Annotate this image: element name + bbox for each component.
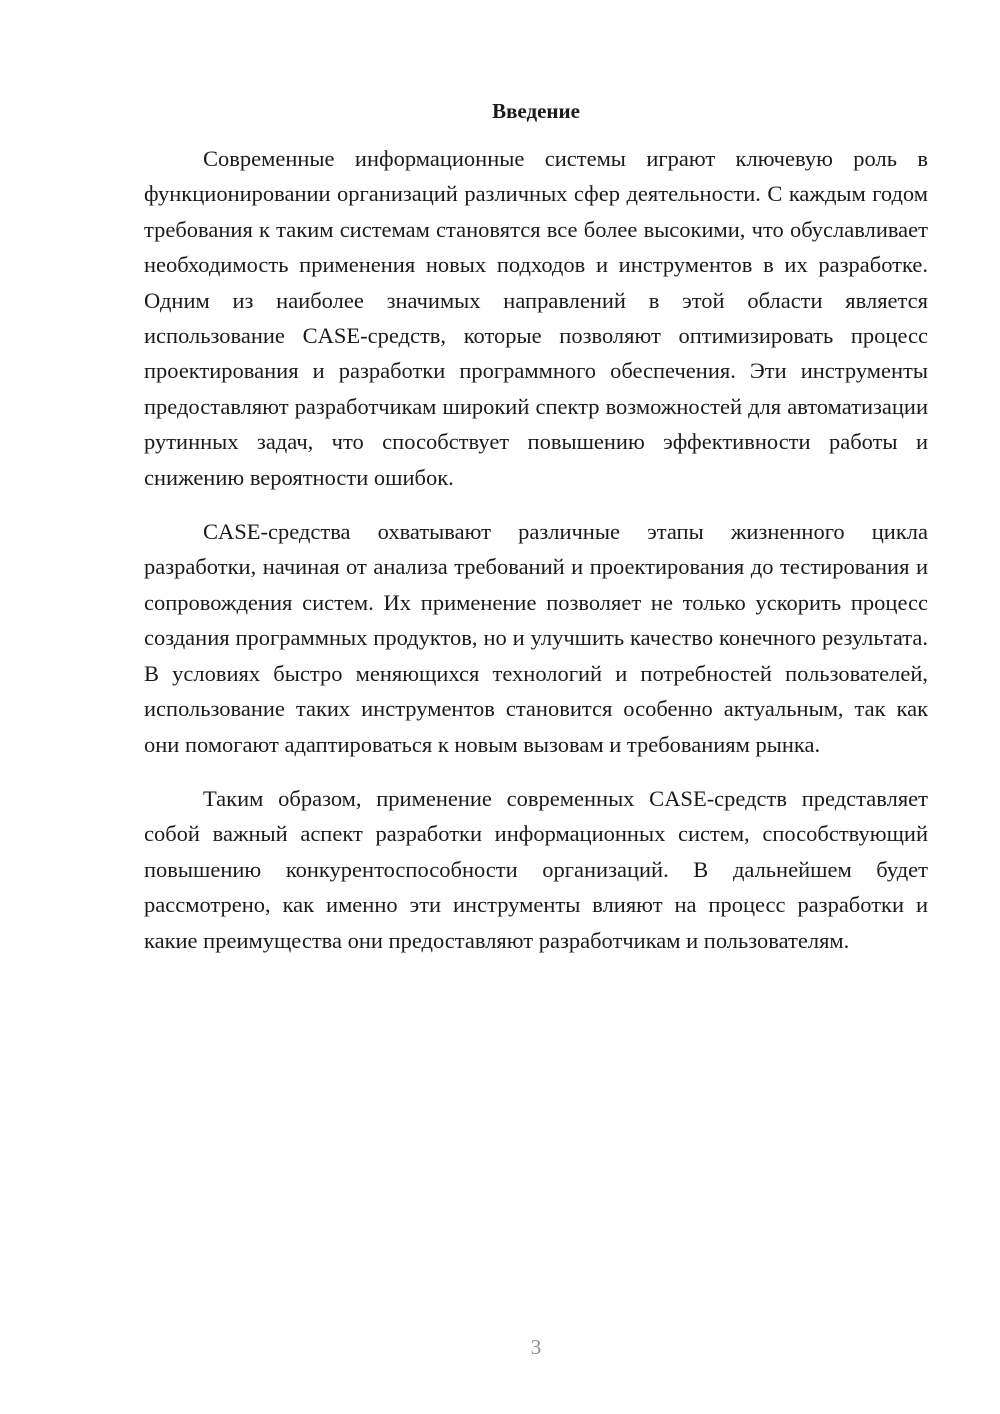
page-number: 3 [530,1335,542,1359]
paragraph-3: Таким образом, применение современных CASE-средств представляет собой важный аспект разработки информационных систем, способствующий повышению конкурентоспособности организаций. В дальнейшем будет рассмотрено, как именно эти инструменты влияют на процесс разработки и какие преимущества они предоставляют разработчикам и пользователям. [144,785,928,953]
paragraph-2: CASE-средства охватывают различные этапы жизненного цикла разработки, начиная от анализа требований и проектирования до тестирования и сопровождения систем. Их применение позволяет не только ускорить процесс создания программных продуктов, но и улучшить качество конечного результата. В условиях быстро меняющихся технологий и потребностей пользователей, использование таких инструментов становится особенно актуальным, так как они помогают адаптироваться к новым вызовам и требованиям рынка. [144,519,928,757]
body-text [144,141,928,958]
paragraph-1: Современные информационные системы играют ключевую роль в функционировании организаций различных сфер деятельности. С каждым годом требования к таким системам становятся все более высокими, что обуславливает необходимость применения новых подходов и инструментов в их разработке. Одним из наиболее значимых направлений в этой области является использование CASE-средств, которые позволяют оптимизировать процесс проектирования и разработки программного обеспечения. Эти инструменты предоставляют разработчикам широкий спектр возможностей для автоматизации рутинных задач, что способствует повышению эффективности работы и снижению вероятности ошибок. [144,146,928,490]
page-title: Введение [492,99,580,123]
